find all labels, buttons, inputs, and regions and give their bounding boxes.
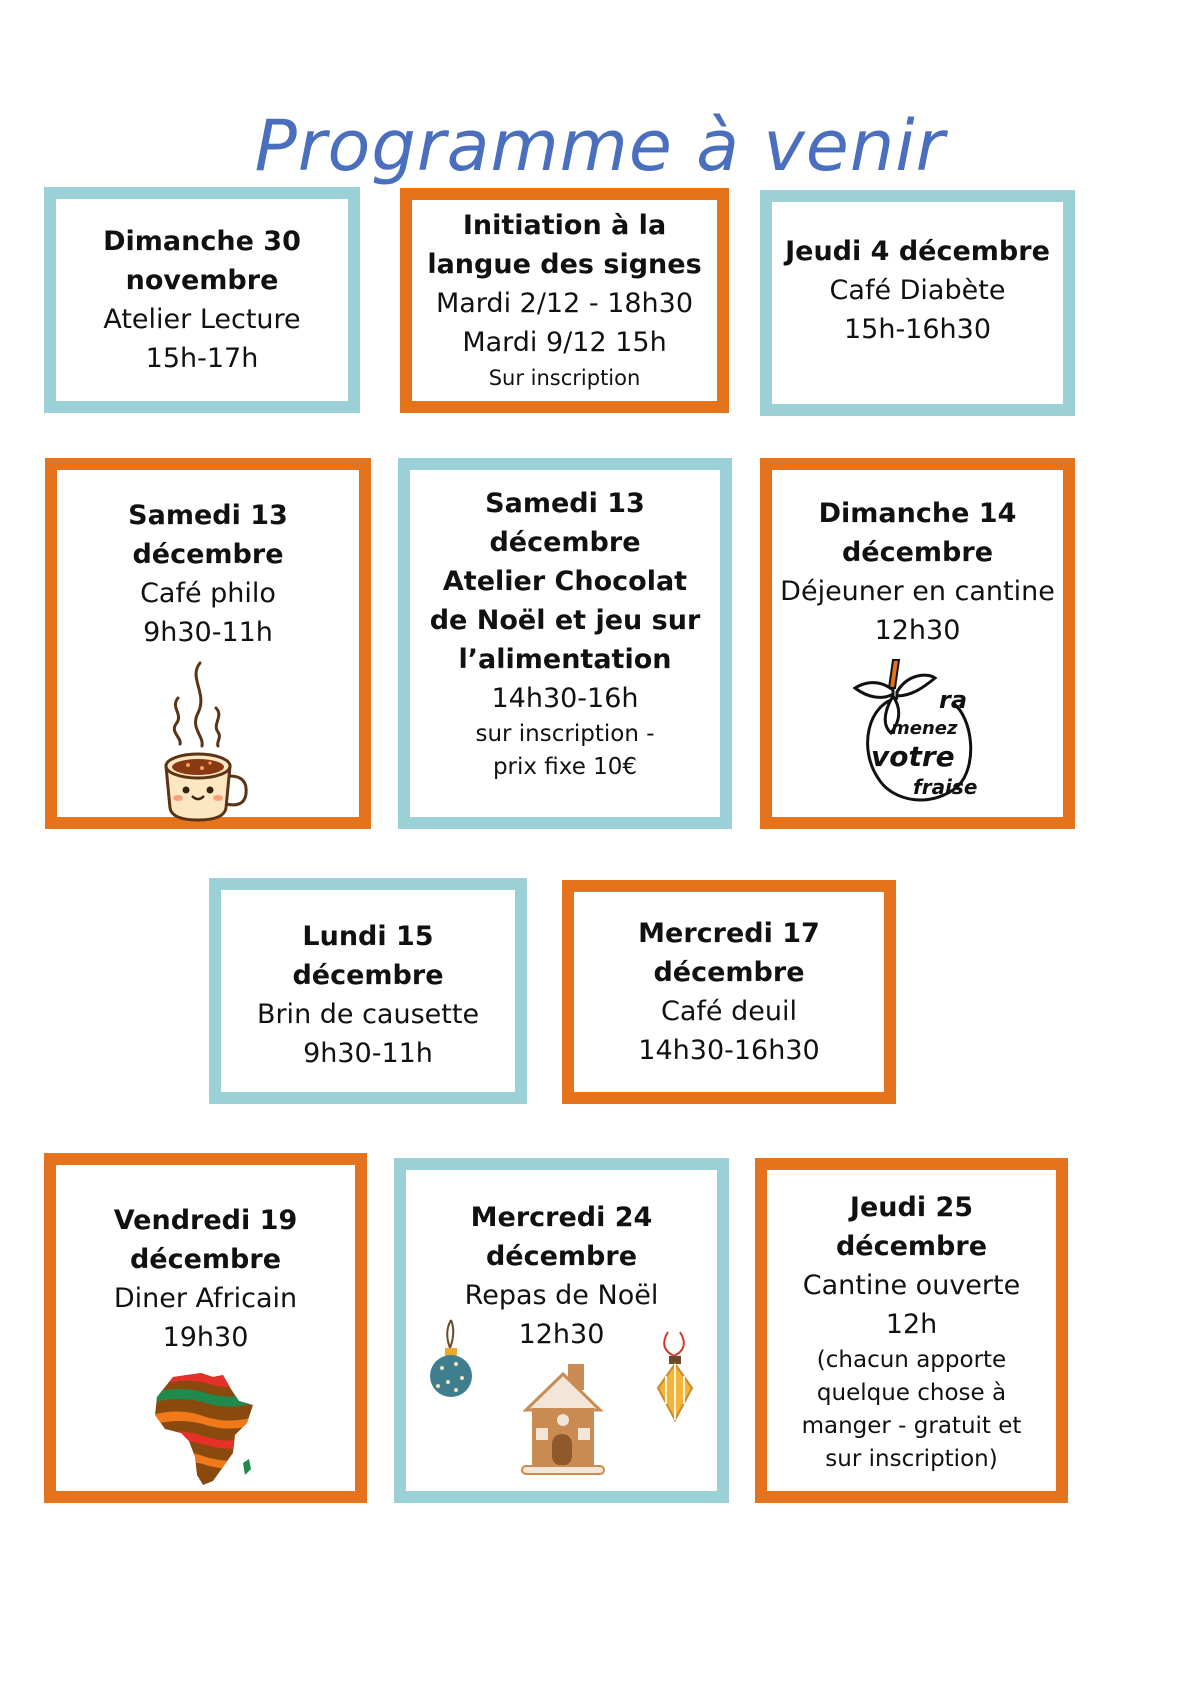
event-note: (chacun apporte (816, 1347, 1007, 1373)
event-date: décembre (489, 527, 641, 558)
event-date: décembre (485, 1241, 638, 1272)
event-card-cantine-ouverte (755, 1158, 1068, 1503)
event-date: Mercredi 24 (470, 1202, 653, 1233)
event-time: 14h30-16h (491, 683, 639, 714)
gingerbread-house-icon (518, 1360, 608, 1480)
event-note: Sur inscription (488, 366, 641, 390)
event-card-cafe-deuil (562, 880, 896, 1104)
event-date: décembre (835, 1231, 988, 1262)
event-activity: Déjeuner en cantine (780, 576, 1055, 607)
event-time: 19h30 (162, 1322, 249, 1353)
event-date: Jeudi 4 décembre (785, 236, 1050, 267)
event-time: 9h30-11h (143, 617, 273, 648)
page-title: Programme à venir (254, 104, 946, 187)
event-title: de Noël et jeu sur (429, 605, 701, 636)
event-card-cafe-diabete (760, 190, 1075, 416)
event-card-langue-des-signes (400, 188, 729, 413)
event-activity: Café deuil (661, 996, 797, 1027)
event-note: prix fixe 10€ (492, 754, 638, 780)
event-time: 12h30 (518, 1319, 605, 1350)
event-card-cafe-philo (45, 458, 371, 829)
event-title: Initiation à la (462, 210, 667, 241)
event-activity: Brin de causette (256, 999, 480, 1030)
event-time: 12h (885, 1309, 938, 1340)
event-date: décembre (292, 960, 444, 991)
event-time: 14h30-16h30 (638, 1035, 820, 1066)
event-note: sur inscription - (475, 721, 655, 747)
event-note: quelque chose à (816, 1380, 1007, 1406)
event-card-diner-africain (44, 1153, 367, 1503)
event-session: Mardi 9/12 15h (462, 327, 667, 358)
svg-text:fraise: fraise (912, 775, 977, 799)
event-activity: Atelier Lecture (103, 304, 301, 335)
event-title: langue des signes (427, 249, 702, 280)
event-date: Jeudi 25 (849, 1192, 974, 1223)
event-note: manger - gratuit et (801, 1413, 1022, 1439)
event-date: Samedi 13 (128, 500, 288, 531)
event-card-atelier-chocolat (398, 458, 732, 829)
event-date: Dimanche 14 (818, 498, 1017, 529)
africa-map-icon (151, 1371, 261, 1495)
event-date: décembre (132, 539, 284, 570)
event-activity: Café Diabète (829, 275, 1006, 306)
event-session: Mardi 2/12 - 18h30 (435, 288, 694, 319)
event-time: 9h30-11h (303, 1038, 433, 1069)
event-time: 15h-17h (145, 343, 259, 374)
event-date: novembre (125, 265, 279, 296)
svg-text:ra: ra (938, 686, 967, 714)
event-date: décembre (129, 1244, 282, 1275)
event-time: 12h30 (874, 615, 961, 646)
event-card-brin-de-causette (209, 878, 527, 1104)
event-date: Dimanche 30 (103, 226, 301, 257)
event-activity: Repas de Noël (464, 1280, 659, 1311)
event-card-atelier-lecture (44, 187, 360, 413)
event-date: Mercredi 17 (638, 918, 820, 949)
event-title: Atelier Chocolat (442, 566, 688, 597)
blue-ornament-icon (426, 1318, 476, 1408)
event-card-repas-de-noel (394, 1158, 729, 1503)
coffee-cup-icon (158, 658, 258, 832)
event-date: Lundi 15 (302, 921, 434, 952)
ramenez-votre-fraise-logo (853, 658, 983, 812)
event-time: 15h-16h30 (843, 314, 992, 345)
event-date: décembre (841, 537, 994, 568)
event-card-dejeuner-cantine (760, 458, 1075, 829)
event-activity: Cantine ouverte (802, 1270, 1021, 1301)
event-date: Vendredi 19 (113, 1205, 298, 1236)
event-note: sur inscription) (825, 1446, 998, 1472)
svg-text:menez: menez (890, 718, 957, 739)
event-title: l’alimentation (458, 644, 672, 675)
event-date: Samedi 13 (485, 488, 645, 519)
svg-text:votre: votre (870, 740, 955, 773)
event-activity: Diner Africain (113, 1283, 298, 1314)
event-activity: Café philo (140, 578, 276, 609)
gold-ornament-icon (652, 1328, 702, 1428)
event-date: décembre (653, 957, 805, 988)
